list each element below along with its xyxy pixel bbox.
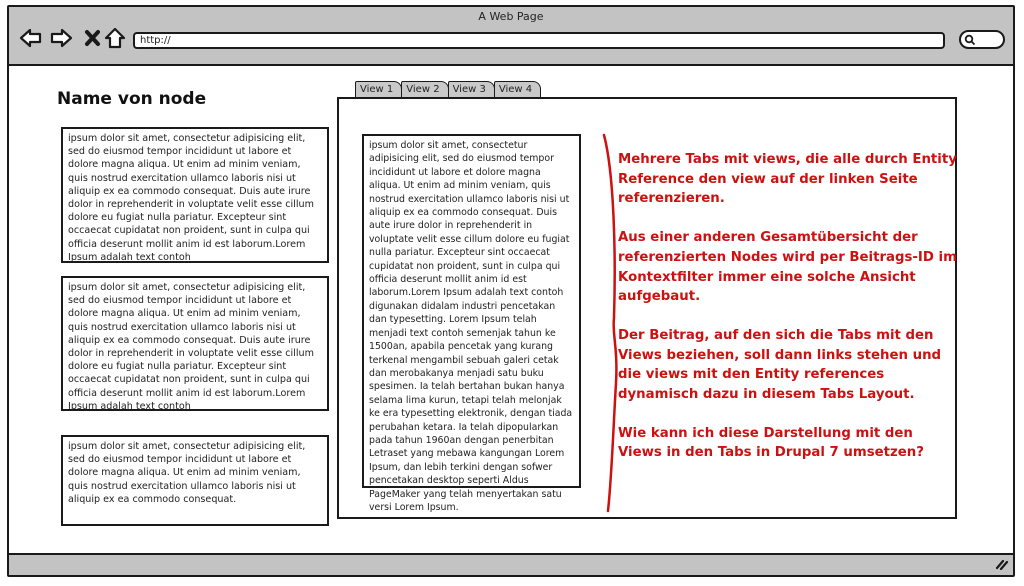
title-bar: [9, 7, 1013, 66]
node-title: Name von node: [57, 89, 207, 109]
resize-grip-icon[interactable]: [995, 558, 1009, 570]
node-text-box-1: ipsum dolor sit amet, consectetur adipisicing elit, sed do eiusmod tempor incididunt ut labore et dolore magna aliqua. Ut enim ad minim veniam, quis nostrud exercitation ullamco laboris nisi ut aliquip ex ea commodo consequat. Duis aute irure dolor in reprehenderit in voluptate velit esse cillum dolore eu fugiat nulla pariatur. Excepteur sint occaecat cupidatat non proident, sunt in culpa qui officia deserunt mollit anim id est laborum.Lorem Ipsum adalah text contoh: [61, 127, 329, 263]
tab-view-4[interactable]: View 4: [494, 81, 541, 98]
annotation-paragraph-4: Wie kann ich diese Darstellung mit den Views in den Tabs in Drupal 7 umsetzen?: [618, 425, 924, 461]
close-x-icon[interactable]: [81, 27, 105, 49]
search-button[interactable]: [959, 30, 1005, 49]
tab-view-2[interactable]: View 2: [401, 81, 448, 98]
node-text-box-2: ipsum dolor sit amet, consectetur adipisicing elit, sed do eiusmod tempor incididunt ut labore et dolore magna aliqua. Ut enim ad minim veniam, quis nostrud exercitation ullamco laboris nisi ut aliquip ex ea commodo consequat. Duis aute irure dolor in reprehenderit in voluptate velit esse cillum dolore eu fugiat nulla pariatur. Excepteur sint occaecat cupidatat non proident, sunt in culpa qui officia deserunt mollit anim id est laborum.Lorem Ipsum adalah text contoh: [61, 276, 329, 411]
back-arrow-icon[interactable]: [19, 27, 43, 49]
annotation-paragraph-3: Der Beitrag, auf den sich die Tabs mit den Views beziehen, soll dann links stehen und die views mit den Entity references dynamisch dazu in diesem Tabs Layout.: [618, 327, 942, 403]
tab-view-1[interactable]: View 1: [355, 81, 402, 98]
annotation-note: [618, 150, 958, 482]
annotation-paragraph-1: Mehrere Tabs mit views, die alle durch Entity Reference den view auf der linken Seite referenzieren.: [618, 152, 957, 207]
home-icon[interactable]: [103, 27, 127, 49]
window-title: A Web Page: [478, 10, 544, 23]
view-content-box: ipsum dolor sit amet, consectetur adipisicing elit, sed do eiusmod tempor incididunt ut labore et dolore magna aliqua. Ut enim ad minim veniam, quis nostrud exercitation ullamco laboris nisi ut aliquip ex ea commodo consequat. Duis aute irure dolor in reprehenderit in voluptate velit esse cillum dolore eu fugiat nulla pariatur. Excepteur sint occaecat cupidatat non proident, sunt in culpa qui officia deserunt mollit anim id est laborum.Lorem Ipsum adalah text contoh digunakan didalam industri pencetakan dan typesetting. Lorem Ipsum telah menjadi text contoh semenjak tahun ke 1500an, apabila pencetak yang kurang terkenal mengambil sebuah galeri cetak dan merobakanya menjadi satu buku spesimen. Ia telah bertahan bukan hanya selama lima kurun, tetapi telah melonjak ke era typesetting elektronik, dengan tiada perubahan ketara. Ia telah dipopularkan pada tahun 1960an dengan penerbitan Letraset yang mebawa kangungan Lorem Ipsum, dan lebih terkini dengan sofwer pencetakan desktop seperti Aldus PageMaker yang telah menyertakan satu versi Lorem Ipsum.: [362, 134, 581, 488]
annotation-paragraph-2: Aus einer anderen Gesamtübersicht der referenzierten Nodes wird per Beitrags-ID im Kontextfilter immer eine solche Ansicht aufgebaut.: [618, 230, 957, 305]
status-bar: [9, 553, 1013, 575]
tab-view-3[interactable]: View 3: [448, 81, 495, 98]
forward-arrow-icon[interactable]: [49, 27, 73, 49]
search-icon: [964, 34, 976, 46]
node-text-box-3: ipsum dolor sit amet, consectetur adipisicing elit, sed do eiusmod tempor incididunt ut labore et dolore magna aliqua. Ut enim ad minim veniam, quis nostrud exercitation ullamco laboris nisi ut aliquip ex ea commodo consequat.: [61, 435, 329, 526]
url-input[interactable]: http://: [133, 32, 945, 49]
